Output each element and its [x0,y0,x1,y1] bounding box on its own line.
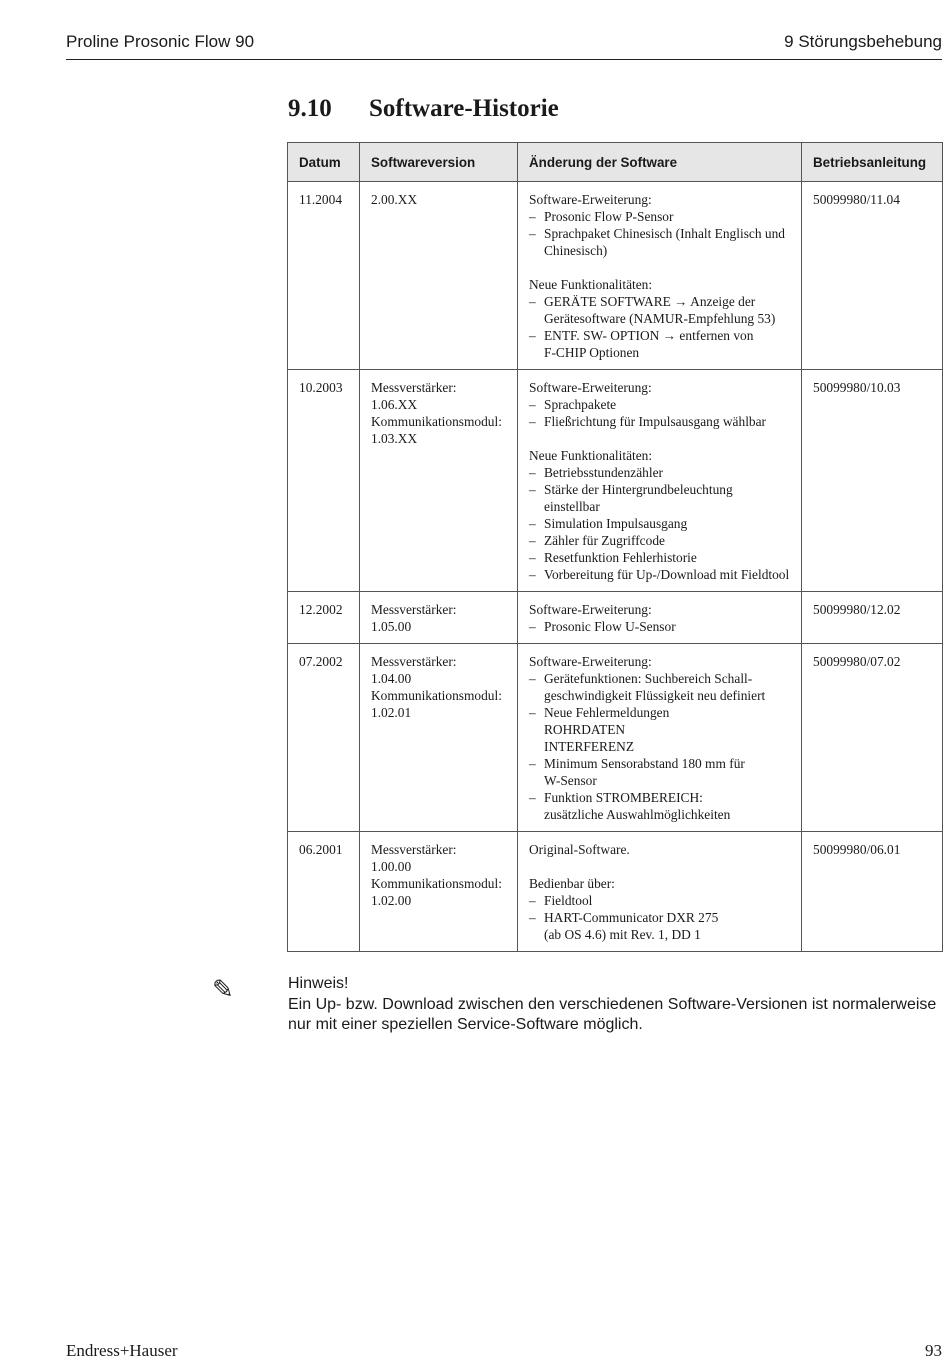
cell-changes [518,370,802,592]
table-body [288,182,943,952]
cell-manual: 50099980/12.02 [802,592,943,644]
version-line: Kommunikationsmodul: [371,876,502,891]
list-item-line: – Resetfunktion Fehlerhistorie [544,550,697,565]
cell-date: 11.2004 [288,182,360,370]
table-row [288,832,943,952]
list-item-line: – HART-Communicator DXR 275 [544,910,719,925]
list-item [529,909,791,943]
list-item-line: INTERFERENZ [544,739,635,754]
version-line: Kommunikationsmodul: [371,414,502,429]
list-item-line: (ab OS 4.6) mit Rev. 1, DD 1 [544,927,701,942]
section-heading [288,95,559,123]
list-item-line: – Stärke der Hintergrundbeleuchtung einstellbar [544,482,733,514]
list-item [529,515,791,532]
table-header-row [288,143,943,182]
header-divider [66,59,942,60]
table-row [288,182,943,370]
change-list [529,208,791,259]
change-list [529,618,791,635]
change-block-title: Software-Erweiterung: [529,654,652,669]
cell-date: 10.2003 [288,370,360,592]
list-item [529,225,791,259]
cell-version [360,370,518,592]
cell-date: 12.2002 [288,592,360,644]
list-item-line: – Sprachpakete [544,397,617,412]
list-item-line: W-Sensor [544,773,597,788]
pencil-icon: ✎ [212,975,234,1005]
list-item [529,208,791,225]
list-item-line: – Neue Fehlermeldungen [544,705,670,720]
cell-version [360,592,518,644]
version-line: 1.04.00 [371,671,412,686]
list-item-line: F-CHIP Optionen [544,345,640,360]
list-item [529,481,791,515]
list-item [529,413,791,430]
list-item-line: Chinesisch) [544,243,608,258]
change-block-title: Neue Funktionalitäten: [529,448,653,463]
table-row [288,644,943,832]
list-item-line: – Vorbereitung für Up-/Download mit Fieldtool [544,567,790,582]
software-history-table [287,142,943,952]
cell-manual: 50099980/10.03 [802,370,943,592]
change-block-title: Software-Erweiterung: [529,192,652,207]
cell-changes [518,644,802,832]
column-header-change: Änderung der Software [518,143,802,182]
cell-changes [518,182,802,370]
version-line: 1.03.XX [371,431,418,446]
change-list [529,396,791,430]
column-header-date: Datum [288,143,360,182]
list-item-line: – Minimum Sensorabstand 180 mm für [544,756,745,771]
list-item [529,789,791,823]
list-item [529,670,791,704]
change-block-title: Original-Software. [529,842,630,857]
list-item [529,566,791,583]
version-line: 1.06.XX [371,397,418,412]
list-item [529,549,791,566]
change-block-title: Software-Erweiterung: [529,380,652,395]
header-product-name: Proline Prosonic Flow 90 [66,32,255,51]
cell-date: 06.2001 [288,832,360,952]
list-item-line: ROHRDATEN [544,722,626,737]
table-row [288,592,943,644]
cell-version [360,182,518,370]
version-line: 1.05.00 [371,619,412,634]
list-item [529,327,791,361]
change-block-title: Software-Erweiterung: [529,602,652,617]
list-item [529,704,791,755]
cell-version [360,644,518,832]
section-title: Software-Historie [369,95,559,122]
version-line: Messverstärker: [371,842,457,857]
block-gap [529,259,791,276]
change-list [529,293,791,361]
version-line: 1.02.00 [371,893,412,908]
list-item-line: – Zähler für Zugriffcode [544,533,665,548]
change-block-title: Neue Funktionalitäten: [529,277,653,292]
page-number: 93 [925,1341,942,1360]
list-item-line: – Betriebsstundenzähler [544,465,663,480]
list-item [529,532,791,549]
cell-manual: 50099980/06.01 [802,832,943,952]
version-line: Kommunikationsmodul: [371,688,502,703]
column-header-version: Softwareversion [360,143,518,182]
table-row [288,370,943,592]
cell-manual: 50099980/07.02 [802,644,943,832]
list-item-line: – Sprachpaket Chinesisch (Inhalt Englisch und [544,226,785,241]
version-line: 1.02.01 [371,705,412,720]
cell-manual: 50099980/11.04 [802,182,943,370]
section-number: 9.10 [288,95,332,122]
cell-version [360,832,518,952]
list-item-line: – Fieldtool [544,893,593,908]
column-header-manual: Betriebsanleitung [802,143,943,182]
version-line: Messverstärker: [371,654,457,669]
cell-changes [518,592,802,644]
list-item-line: – Fließrichtung für Impulsausgang wählbar [544,414,767,429]
list-item [529,892,791,909]
list-item-line: – GERÄTE SOFTWARE → Anzeige der [544,294,756,309]
list-item-line: – Prosonic Flow P-Sensor [544,209,674,224]
list-item [529,755,791,789]
list-item [529,618,791,635]
change-list [529,892,791,943]
list-item [529,464,791,481]
list-item-line: – ENTF. SW- OPTION → entfernen von [544,328,754,343]
list-item-line: – Prosonic Flow U-Sensor [544,619,676,634]
footer-company: Endress+Hauser [66,1341,178,1360]
block-gap [529,430,791,447]
note-text: Ein Up- bzw. Download zwischen den verschiedenen Software-Versionen ist normalerweise nur mit einer speziellen Service-Software möglich. [288,996,937,1033]
list-item-line: – Funktion STROMBEREICH: [544,790,703,805]
version-line: 2.00.XX [371,192,418,207]
list-item-line: – Simulation Impulsausgang [544,516,688,531]
note-title: Hinweis! [288,975,349,992]
version-line: Messverstärker: [371,602,457,617]
change-block-title: Bedienbar über: [529,876,615,891]
block-gap [529,858,791,875]
cell-changes [518,832,802,952]
list-item-line: – Gerätefunktionen: Suchbereich Schall- [544,671,753,686]
list-item-line: geschwindigkeit Flüssigkeit neu definiert [544,688,766,703]
header-chapter-title: 9 Störungsbehebung [784,32,942,51]
list-item [529,396,791,413]
list-item [529,293,791,327]
version-line: Messverstärker: [371,380,457,395]
version-line: 1.00.00 [371,859,412,874]
cell-date: 07.2002 [288,644,360,832]
change-list [529,670,791,823]
list-item-line: zusätzliche Auswahlmöglichkeiten [544,807,731,822]
change-list [529,464,791,583]
list-item-line: Gerätesoftware (NAMUR-Empfehlung 53) [544,311,776,326]
